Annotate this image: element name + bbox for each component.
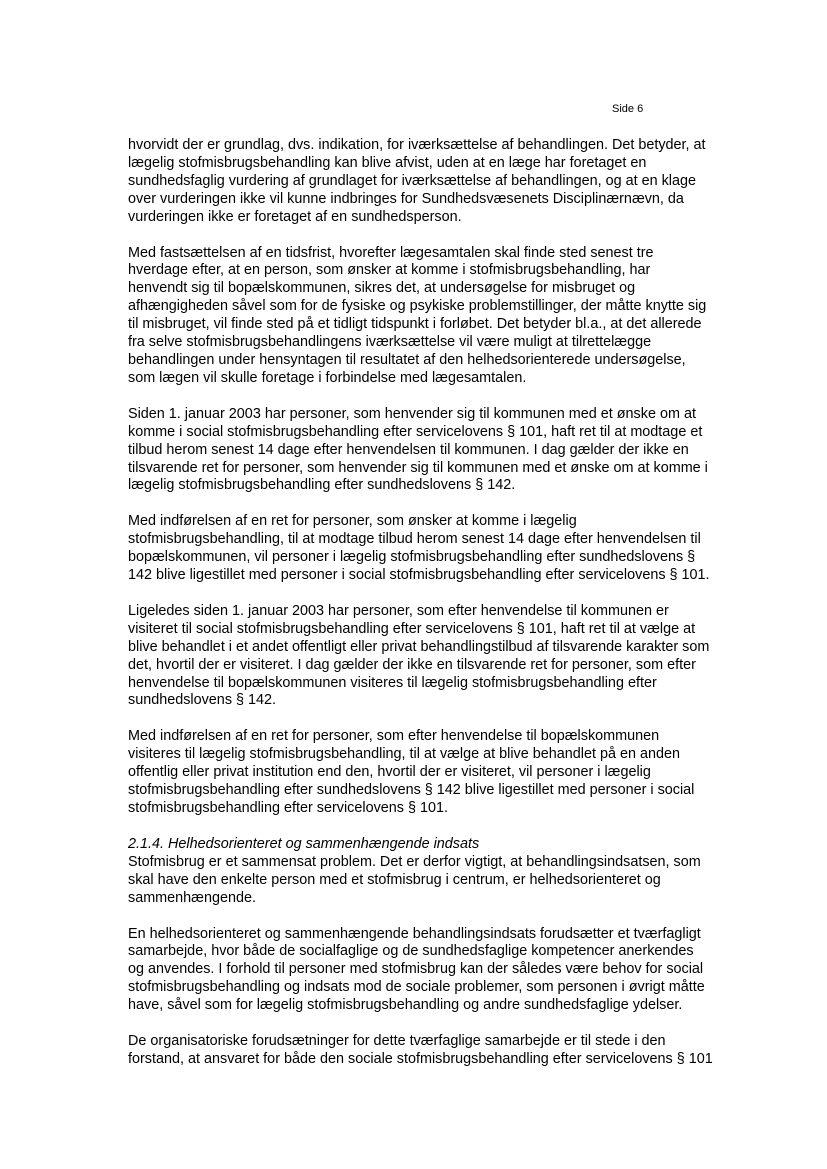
text-line: Med indførelsen af en ret for personer, som efter henvendelse til bopælskommunen xyxy=(128,728,660,745)
text-line: Med fastsættelsen af en tidsfrist, hvorefter lægesamtalen skal finde sted senest tre xyxy=(128,244,654,261)
text-line: tilbud herom senest 14 dage efter henvendelsen til kommunen. I dag gælder der ikke en xyxy=(128,441,689,458)
text-line: lægelig stofmisbrugsbehandling kan blive afvist, uden at en læge har foretaget en xyxy=(128,154,647,171)
text-line: sundhedsfaglig vurdering af grundlaget for iværksættelse af behandlingen, og at en klage xyxy=(128,172,697,189)
body-text xyxy=(128,137,752,1087)
text-line: visiteret til social stofmisbrugsbehandling efter servicelovens § 101, haft ret til at vælge at xyxy=(128,620,696,637)
text-line: En helhedsorienteret og sammenhængende behandlingsindsats forudsætter et tværfagligt xyxy=(128,925,701,942)
text-line: 142 blive ligestillet med personer i social stofmisbrugsbehandling efter servicelovens § 101. xyxy=(128,567,710,584)
paragraph xyxy=(128,603,752,710)
text-line: som lægen vil skulle foretage i forbindelse med lægesamtalen. xyxy=(128,369,527,386)
text-line: bopælskommunen, vil personer i lægelig stofmisbrugsbehandling efter sundhedslovens § xyxy=(128,549,696,566)
text-line: have, såvel som for lægelig stofmisbrugsbehandling og andre sundhedsfaglige ydelser. xyxy=(128,997,683,1014)
paragraph xyxy=(128,137,752,227)
text-line: samarbejde, hvor både de socialfaglige og de sundhedsfaglige kompetencer anerkendes xyxy=(128,943,694,960)
text-line: hverdage efter, at en person, som ønsker at komme i stofmisbrugsbehandling, har xyxy=(128,262,651,279)
text-line: fra selve stofmisbrugsbehandlingens iværksættelse vil være muligt at tilrettelægge xyxy=(128,334,652,351)
text-line: henvendt sig til bopælskommunen, sikres det, at undersøgelse for misbruget og xyxy=(128,280,636,297)
text-line: stofmisbrugsbehandling efter sundhedslovens § 142 blive ligestillet med personer i social xyxy=(128,782,695,799)
text-line: det, hvortil der er visiteret. I dag gælder der ikke en tilsvarende ret for personer, som efter xyxy=(128,656,696,673)
text-line: stofmisbrugsbehandling, til at modtage tilbud herom senest 14 dage efter henvendelsen til xyxy=(128,531,701,548)
text-line: skal have den enkelte person med et stofmisbrug i centrum, er helhedsorienteret og xyxy=(128,871,661,888)
text-line: sammenhængende. xyxy=(128,889,256,906)
paragraph xyxy=(128,513,752,585)
text-line: blive behandlet i et andet offentligt eller privat behandlingstilbud af tilsvarende karakter som xyxy=(128,638,710,655)
text-line: stofmisbrugsbehandling efter servicelovens § 101. xyxy=(128,800,448,816)
paragraph xyxy=(128,926,752,1016)
text-line: lægelig stofmisbrugsbehandling efter sundhedslovens § 142. xyxy=(128,477,516,494)
text-line: hvorvidt der er grundlag, dvs. indikation, for iværksættelse af behandlingen. Det betyder, at xyxy=(128,137,706,153)
text-line: behandlingen under hensyntagen til resultatet af den helhedsorienterede undersøgelse, xyxy=(128,351,686,368)
text-line: afhængigheden såvel som for de fysiske og psykiske problemstillinger, der måtte knytte sig xyxy=(128,298,707,315)
section-paragraph xyxy=(128,836,752,908)
text-line: over vurderingen ikke vil kunne indbringes for Sundhedsvæsenets Disciplinærnævn, da xyxy=(128,190,684,207)
paragraph xyxy=(128,406,752,496)
text-line: Med indførelsen af en ret for personer, som ønsker at komme i lægelig xyxy=(128,513,577,530)
section-heading: 2.1.4. Helhedsorienteret og sammenhængende indsats xyxy=(128,835,480,852)
text-line: Ligeledes siden 1. januar 2003 har personer, som efter henvendelse til kommunen er xyxy=(128,602,669,619)
text-line: De organisatoriske forudsætninger for dette tværfaglige samarbejde er til stede i den xyxy=(128,1033,666,1050)
text-line: sundhedslovens § 142. xyxy=(128,692,277,709)
text-line: vurderingen ikke er foretaget af en sundhedsperson. xyxy=(128,208,462,225)
page-number: Side 6 xyxy=(612,103,644,115)
text-line: forstand, at ansvaret for både den sociale stofmisbrugsbehandling efter servicelovens § 101 xyxy=(128,1050,713,1067)
paragraph xyxy=(128,1033,752,1069)
paragraph xyxy=(128,245,752,388)
text-line: henvendelse til bopælskommunen visiteres til lægelig stofmisbrugsbehandling efter xyxy=(128,674,657,691)
text-line: Siden 1. januar 2003 har personer, som henvender sig til kommunen med et ønske om at xyxy=(128,405,696,422)
text-line: til misbruget, vil finde sted på et tidligt tidspunkt i forløbet. Det betyder bl.a., at det allerede xyxy=(128,316,702,333)
text-line: visiteres til lægelig stofmisbrugsbehandling, til at vælge at blive behandlet på en anden xyxy=(128,746,680,763)
text-line: og anvendes. I forhold til personer med stofmisbrug kan der således være behov for social xyxy=(128,961,704,978)
paragraph xyxy=(128,728,752,818)
text-line: tilsvarende ret for personer, som henvender sig til kommunen med et ønske om at komme i xyxy=(128,459,708,476)
text-line: Stofmisbrug er et sammensat problem. Det er derfor vigtigt, at behandlingsindsatsen, som xyxy=(128,853,701,870)
text-line: stofmisbrugsbehandling og indsats mod de sociale problemer, som personen i øvrigt måtte xyxy=(128,979,705,996)
text-line: komme i social stofmisbrugsbehandling efter servicelovens § 101, haft ret til at modtage et xyxy=(128,423,703,440)
text-line: offentlig eller privat institution end den, hvortil der er visiteret, vil personer i lægelig xyxy=(128,764,651,781)
